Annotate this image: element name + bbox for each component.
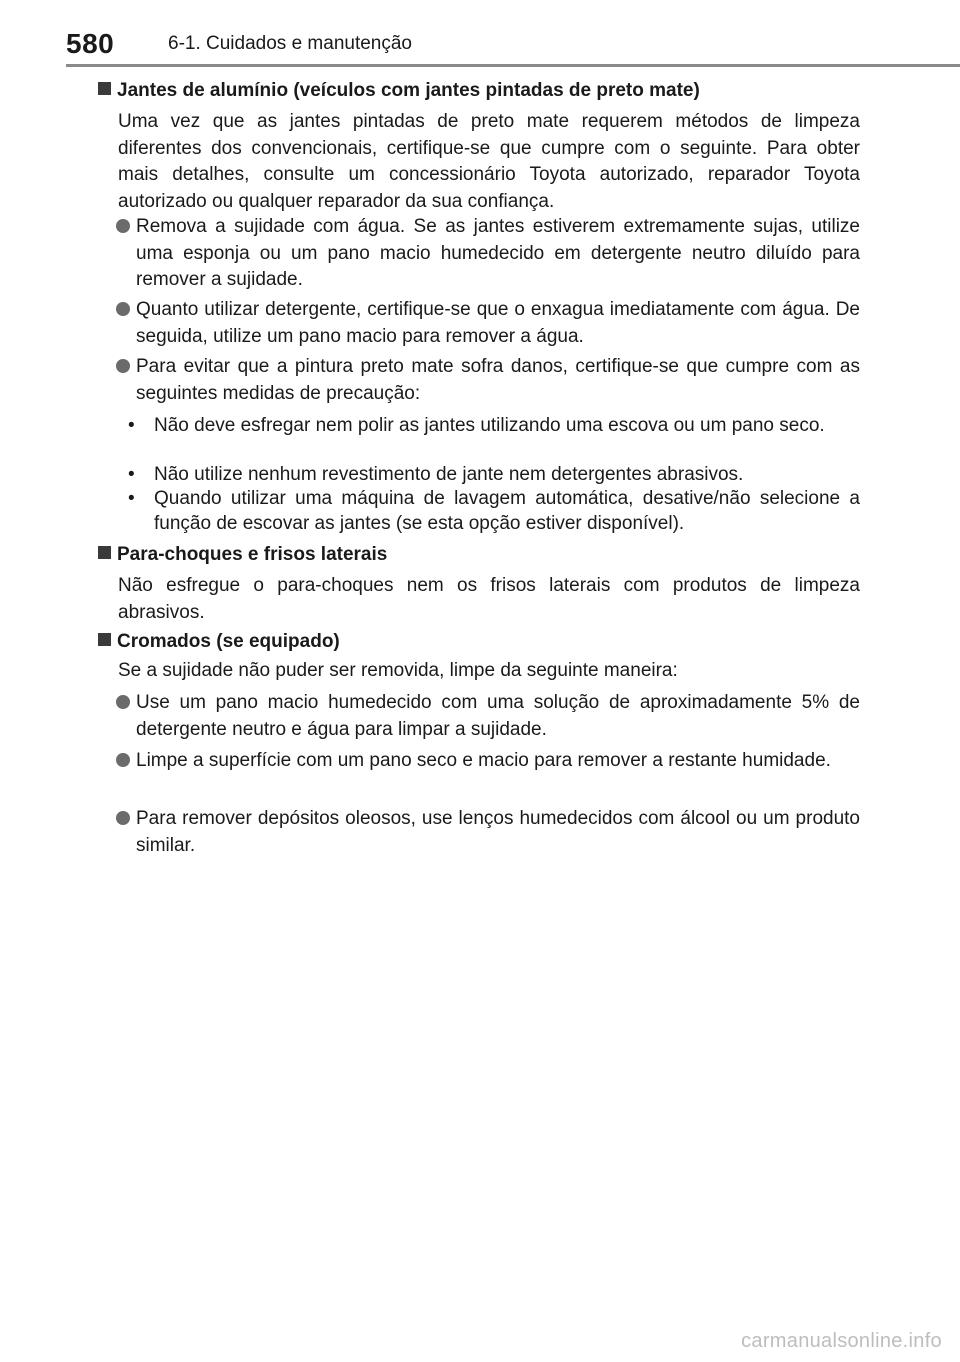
circle-bullet-icon (116, 302, 130, 316)
heading-parachoques-text: Para-choques e frisos laterais (117, 544, 388, 565)
cromados-bullet-2-text: Limpe a superfície com um pano seco e macio para remover a restante humidade. (136, 750, 831, 771)
watermark: carmanualsonline.info (741, 1330, 942, 1352)
heading-cromados-text: Cromados (se equipado) (117, 631, 340, 652)
page-number: 580 (66, 28, 115, 59)
jantes-bullet-2 (116, 297, 860, 350)
jantes-sub-bullet-2 (128, 463, 860, 488)
heading-jantes-text: Jantes de alumínio (veículos com jantes pintadas de preto mate) (117, 80, 700, 101)
jantes-intro: Uma vez que as jantes pintadas de preto mate requerem métodos de limpeza diferentes dos convencionais, certifique-se que cumpre com o seguinte. Para obter mais detalhes, consulte um concessionário Toyota autorizado, reparador Toyota autorizado ou qualquer reparador da sua confiança. (118, 111, 860, 212)
jantes-bullet-1-text: Remova a sujidade com água. Se as jantes estiverem extremamente sujas, utilize uma esponja ou um pano macio humedecido em detergente neutro diluído para remover a sujidade. (136, 216, 860, 290)
jantes-sub-bullet-3 (128, 487, 860, 536)
cromados-bullet-3-text: Para remover depósitos oleosos, use lenços humedecidos com álcool ou um produto similar. (136, 808, 860, 856)
square-bullet-icon (98, 633, 111, 646)
jantes-sub-bullet-3-text: Quando utilizar uma máquina de lavagem automática, desative/não selecione a função de escovar as jantes (se esta opção estiver disponível). (154, 488, 860, 534)
dot-bullet-icon: • (128, 488, 135, 509)
dot-bullet-icon: • (128, 464, 135, 485)
header-divider (66, 64, 960, 67)
jantes-sub-bullet-2-text: Não utilize nenhum revestimento de jante nem detergentes abrasivos. (154, 464, 744, 485)
square-bullet-icon (98, 546, 111, 559)
dot-bullet-icon: • (128, 415, 135, 436)
jantes-sub-bullet-1 (128, 414, 860, 439)
section-title: 6-1. Cuidados e manutenção (168, 33, 412, 54)
circle-bullet-icon (116, 359, 130, 373)
cromados-bullet-3 (116, 806, 860, 859)
jantes-bullet-1 (116, 214, 860, 294)
heading-parachoques (98, 542, 387, 568)
heading-cromados (98, 629, 340, 655)
circle-bullet-icon (116, 695, 130, 709)
cromados-bullet-1-text: Use um pano macio humedecido com uma solução de aproximadamente 5% de detergente neutro e água para limpar a sujidade. (136, 692, 860, 740)
cromados-bullet-2 (116, 748, 860, 775)
heading-jantes (98, 78, 700, 104)
jantes-bullet-3 (116, 354, 860, 407)
circle-bullet-icon (116, 811, 130, 825)
jantes-bullet-3-text: Para evitar que a pintura preto mate sofra danos, certifique-se que cumpre com as seguintes medidas de precaução: (136, 356, 860, 404)
jantes-sub-bullet-1-text: Não deve esfregar nem polir as jantes utilizando uma escova ou um pano seco. (154, 415, 825, 436)
jantes-bullet-2-text: Quanto utilizar detergente, certifique-se que o enxagua imediatamente com água. De seguida, utilize um pano macio para remover a água. (136, 299, 860, 347)
cromados-intro: Se a sujidade não puder ser removida, limpe da seguinte maneira: (118, 660, 678, 681)
square-bullet-icon (98, 82, 111, 95)
cromados-bullet-1 (116, 690, 860, 743)
circle-bullet-icon (116, 219, 130, 233)
page-header (0, 0, 960, 66)
circle-bullet-icon (116, 753, 130, 767)
parachoques-text: Não esfregue o para-choques nem os frisos laterais com produtos de limpeza abrasivos. (118, 575, 860, 623)
